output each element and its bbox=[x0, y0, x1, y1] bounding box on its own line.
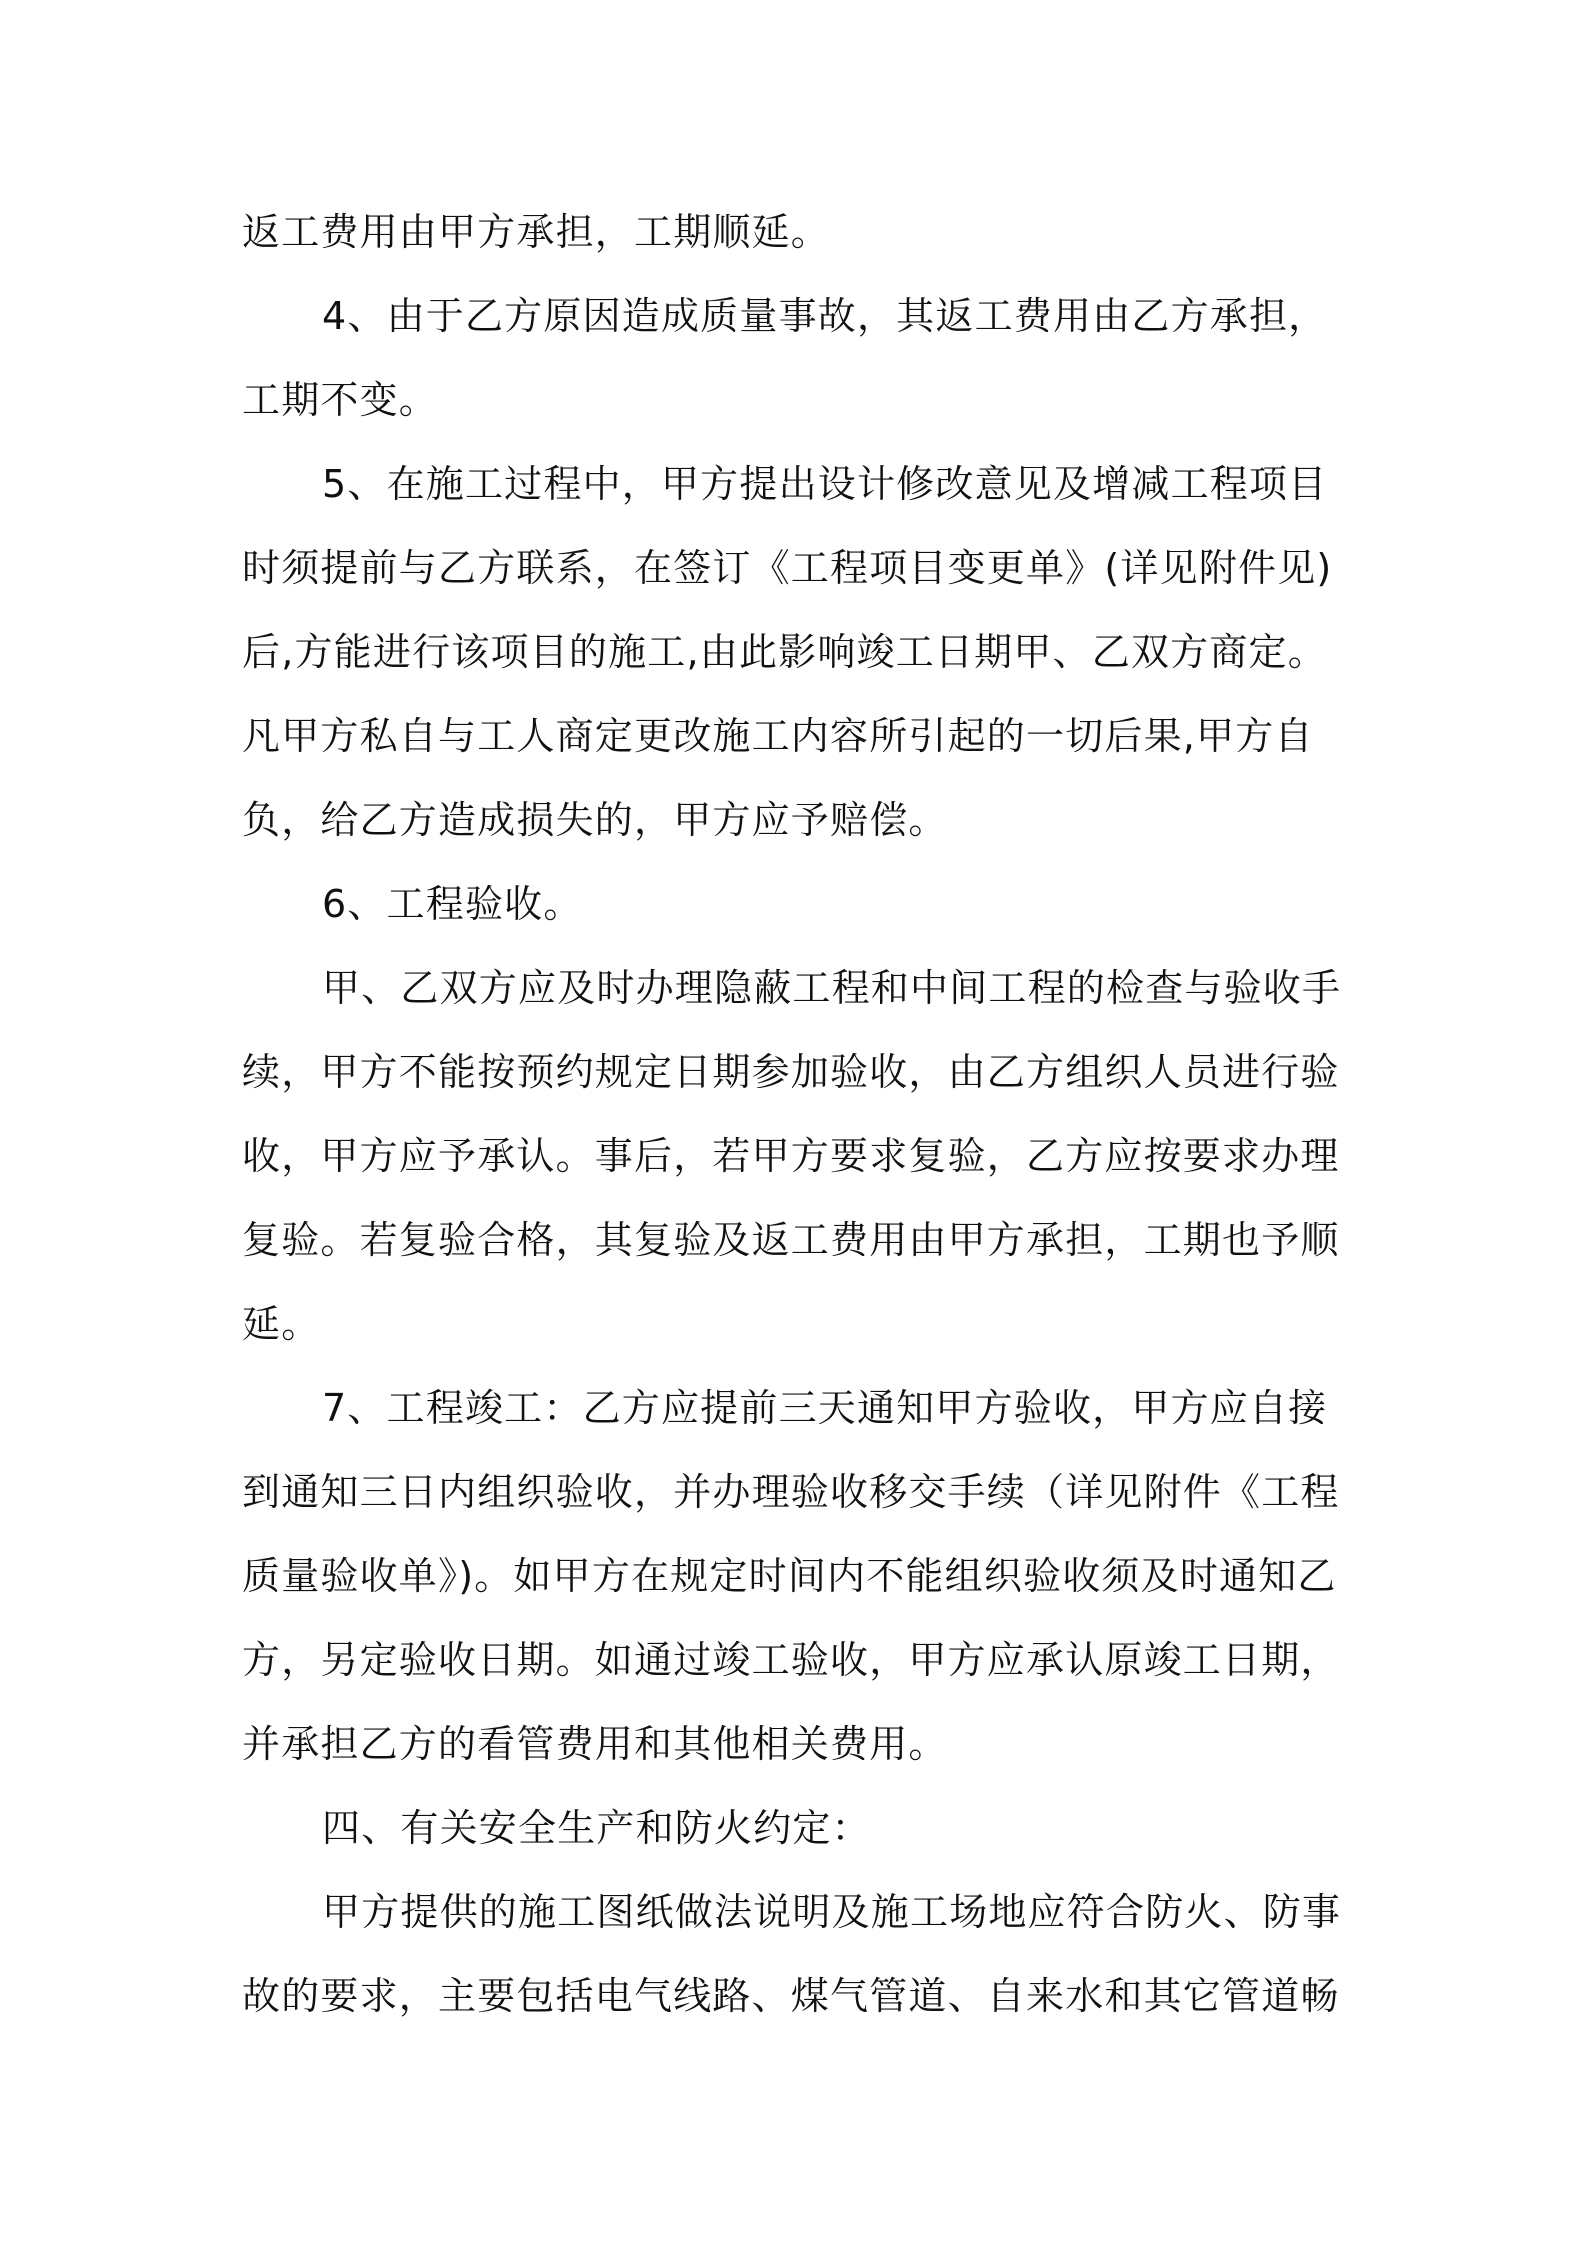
text-line: 复验。若复验合格，其复验及返工费用由甲方承担，工期也予顺 bbox=[242, 1218, 1340, 1262]
text-line: 工期不变。 bbox=[242, 378, 439, 422]
section-4-heading: 四、有关安全生产和防火约定： bbox=[322, 1806, 871, 1850]
document-body bbox=[242, 190, 1362, 2038]
paragraph-start-line: 甲方提供的施工图纸做法说明及施工场地应符合防火、防事 bbox=[322, 1890, 1342, 1934]
clause-6-heading: 6、工程验收。 bbox=[322, 882, 583, 926]
clause-5-line: 5、在施工过程中，甲方提出设计修改意见及增减工程项目 bbox=[322, 462, 1328, 506]
text-line: 续，甲方不能按预约规定日期参加验收，由乙方组织人员进行验 bbox=[242, 1050, 1340, 1094]
text-line: 凡甲方私自与工人商定更改施工内容所引起的一切后果,甲方自 bbox=[242, 714, 1314, 758]
text-line: 到通知三日内组织验收，并办理验收移交手续（详见附件《工程 bbox=[242, 1470, 1340, 1514]
text-line: 返工费用由甲方承担，工期顺延。 bbox=[242, 210, 831, 254]
text-line: 时须提前与乙方联系，在签订《工程项目变更单》(详见附件见) bbox=[242, 546, 1333, 590]
text-line: 并承担乙方的看管费用和其他相关费用。 bbox=[242, 1722, 948, 1766]
text-line: 延。 bbox=[242, 1302, 321, 1346]
paragraph-start-line: 甲、乙双方应及时办理隐蔽工程和中间工程的检查与验收手 bbox=[322, 966, 1342, 1010]
text-line: 负，给乙方造成损失的，甲方应予赔偿。 bbox=[242, 798, 948, 842]
text-line: 质量验收单》)。如甲方在规定时间内不能组织验收须及时通知乙 bbox=[242, 1554, 1337, 1598]
clause-4-line: 4、由于乙方原因造成质量事故，其返工费用由乙方承担， bbox=[322, 294, 1328, 338]
text-line: 收，甲方应予承认。事后，若甲方要求复验，乙方应按要求办理 bbox=[242, 1134, 1340, 1178]
text-line: 方，另定验收日期。如通过竣工验收，甲方应承认原竣工日期， bbox=[242, 1638, 1340, 1682]
clause-7-line: 7、工程竣工：乙方应提前三天通知甲方验收，甲方应自接 bbox=[322, 1386, 1328, 1430]
text-line: 后,方能进行该项目的施工,由此影响竣工日期甲、乙双方商定。 bbox=[242, 630, 1327, 674]
text-line: 故的要求，主要包括电气线路、煤气管道、自来水和其它管道畅 bbox=[242, 1974, 1340, 2018]
